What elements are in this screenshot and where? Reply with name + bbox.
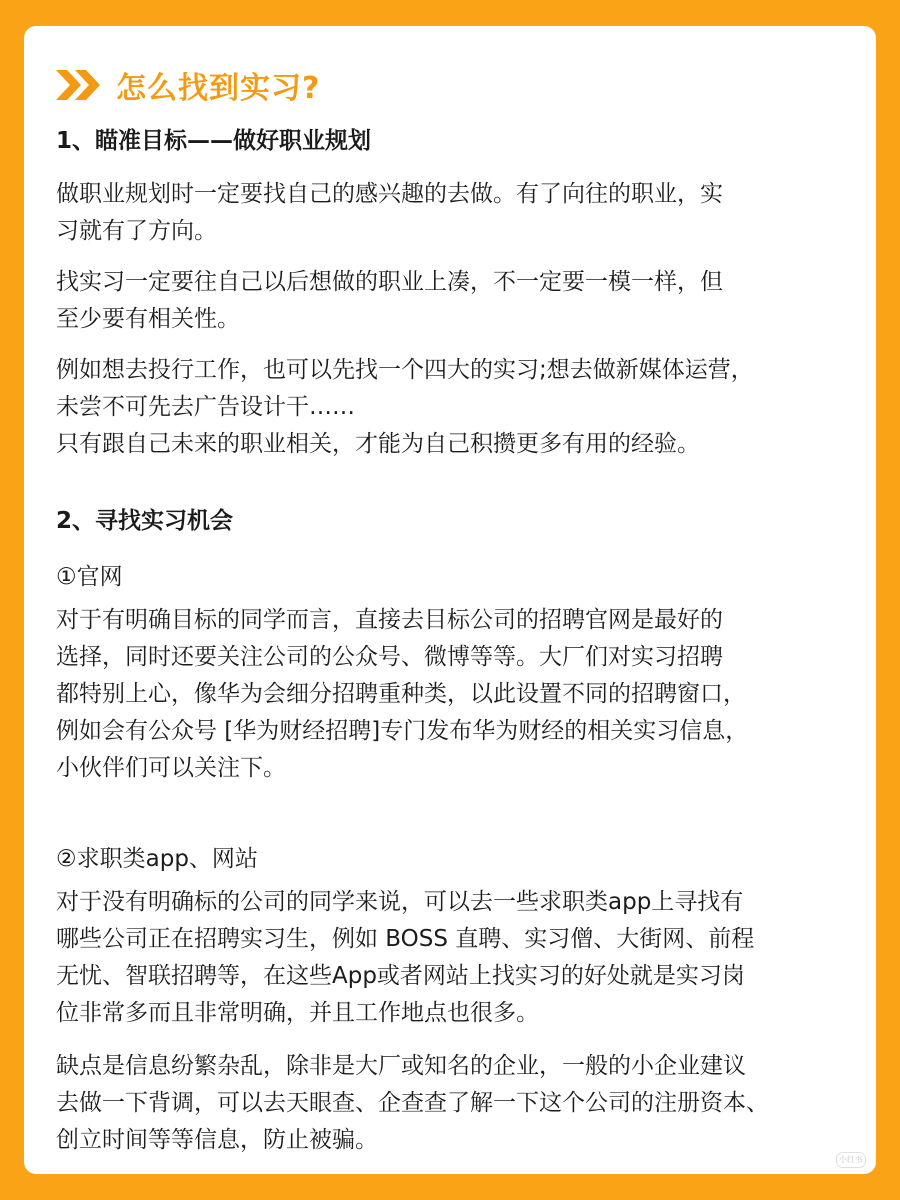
page-title: 怎么找到实习?	[116, 71, 321, 106]
subheading-official-site: ①官网	[56, 564, 123, 590]
paragraph-official-site: 对于有明确目标的同学而言，直接去目标公司的招聘官网是最好的 选择，同时还要关注公司的公众号、微博等等。大厂们对实习招聘 都特别上心，像华为会细分招聘重种类，以此设置不同的招聘窗口， 例如会有公众号 [华为财经招聘]专门发布华为财经的相关实习信息， 小伙伴们可以关注下。	[56, 607, 749, 781]
content-card	[24, 26, 876, 1174]
paragraph-job-apps: 对于没有明确标的公司的同学来说，可以去一些求职类app上寻找有 哪些公司正在招聘实习生，例如 BOSS 直聘、实习僧、大街网、前程 无忧、智联招聘等，在这些App或者网站上找实习的好处就是实习岗 位非常多而且非常明确，并且工作地点也很多。	[56, 889, 755, 1026]
subheading-job-apps: ②求职类app、网站	[56, 846, 258, 872]
watermark-logo: 小红书	[836, 1152, 866, 1168]
double-chevron-right-icon	[54, 68, 104, 102]
paragraph-career-relevance: 找实习一定要往自己以后想做的职业上凑，不一定要一模一样，但 至少要有相关性。	[56, 269, 723, 332]
section-heading-career-planning: 1、瞄准目标——做好职业规划	[56, 128, 372, 154]
section-heading-find-opportunities: 2、寻找实习机会	[56, 508, 234, 534]
paragraph-career-example: 例如想去投行工作，也可以先找一个四大的实习;想去做新媒体运营， 未尝不可先去广告设计干…… 只有跟自己未来的职业相关，才能为自己积攒更多有用的经验。	[56, 357, 754, 457]
paragraph-job-apps-drawbacks: 缺点是信息纷繁杂乱，除非是大厂或知名的企业，一般的小企业建议 去做一下背调，可以去天眼查、企查查了解一下这个公司的注册资本、 创立时间等等信息，防止被骗。	[56, 1053, 769, 1153]
paragraph-career-interest: 做职业规划时一定要找自己的感兴趣的去做。有了向往的职业，实 习就有了方向。	[56, 181, 723, 244]
title-row	[54, 64, 320, 106]
